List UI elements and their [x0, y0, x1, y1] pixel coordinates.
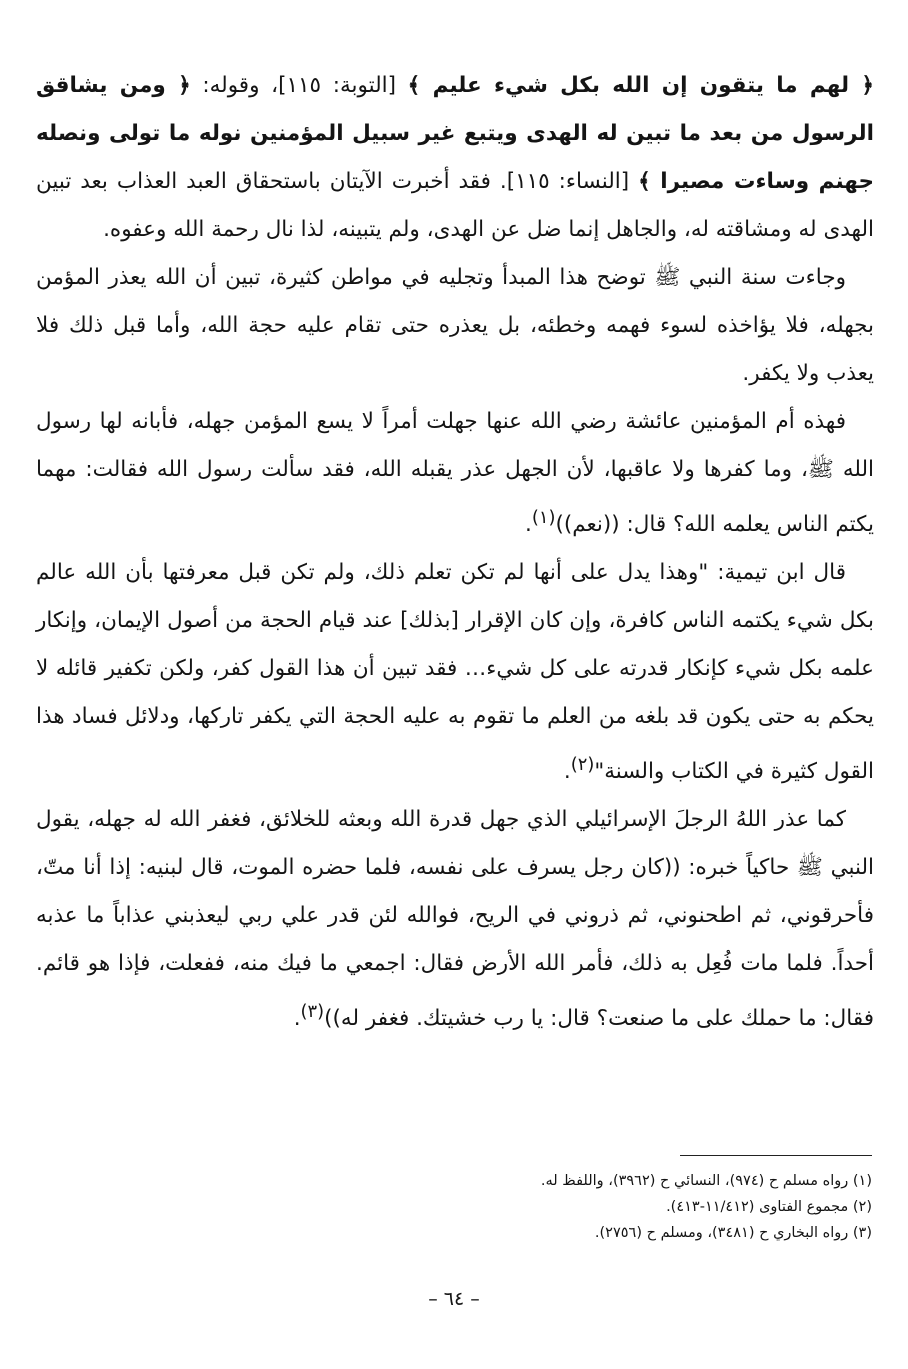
paragraph-3: فهذه أم المؤمنين عائشة رضي الله عنها جهلت أمراً لا يسع المؤمن جهله، فأبانه لها رسول الله ﷺ، وما كفرها ولا عاقبها، لأن الجهل عذر يقبله الله، فقد سألت رسول الله فقالت: مهما يكتم الناس يعلمه الله؟ قال: ((نعم))$^{(١)}$.	[36, 409, 874, 538]
paragraph-4: قال ابن تيمية: "وهذا يدل على أنها لم تكن تعلم ذلك، ولم تكن قبل معرفتها بأن الله عالم بكل شيء يكتمه الناس كافرة، وإن كان الإقرار [بذلك] عند قيام الحجة من أصول الإيمان، وإنكار علمه بكل شيء كإنكار قدرته على كل شيء… فقد تبين أن هذا القول كفر، ولكن تكفير قائله لا يحكم به حتى يكون قد بلغه من العلم ما تقوم به عليه الحجة التي يكفر تاركها، ودلائل فساد هذا القول كثيرة في الكتاب والسنة"$^{(٢)}$.	[36, 560, 874, 785]
paragraph-2: وجاءت سنة النبي ﷺ توضح هذا المبدأ وتجليه في مواطن كثيرة، تبين أن الله يعذر المؤمن بجهله، فلا يؤاخذه لسوء فهمه وخطئه، بل يعذره حتى تقام عليه حجة الله، وأما قبل ذلك فلا يعذب ولا يكفر.	[36, 265, 874, 386]
verse-reference-nisa: [النساء: ١١٥]	[506, 169, 630, 194]
verse-bracket-open: ﴿	[178, 73, 191, 98]
verse-bracket-open: ﴿	[861, 73, 874, 98]
footnote-2: (٢) مجموع الفتاوى (١١/٤١٢-٤١٣).	[666, 1199, 872, 1215]
footnote-marker-3: (٣)	[300, 1001, 325, 1023]
footnote-divider	[680, 1155, 872, 1156]
quran-verse-tawbah: ﴿ لهم ما يتقون إن الله بكل شيء عليم ﴾	[407, 73, 874, 98]
quran-verse-nisa: ﴿ ومن يشاقق الرسول من بعد ما تبين له الهدى ويتبع غير سبيل المؤمنين نوله ما تولى ونصله جهنم وساءت مصيرا ﴾	[36, 73, 874, 194]
footnote-marker-2: (٢)	[570, 754, 595, 776]
footnotes	[172, 1168, 872, 1246]
paragraph-5: كما عذر اللهُ الرجلَ الإسرائيلي الذي جهل قدرة الله وبعثه للخلائق، فغفر الله له جهله، يقول النبي ﷺ حاكياً خبره: ((كان رجل يسرف على نفسه، فلما حضره الموت، قال لبنيه: إذا أنا متّ، فأحرقوني، ثم اطحنوني، ثم ذروني في الريح، فوالله لئن قدر علي ربي ليعذبني عذاباً ما عذبه أحداً. فلما مات فُعِل به ذلك، فأمر الله الأرض فقال: اجمعي ما فيك منه، ففعلت، فإذا هو قائم. فقال: ما حملك على ما صنعت؟ قال: يا رب خشيتك. فغفر له))$^{(٣)}$.	[36, 807, 874, 1032]
footnote-3: (٣) رواه البخاري ح (٣٤٨١)، ومسلم ح (٢٧٥٦).	[594, 1225, 872, 1241]
main-text	[36, 62, 874, 1043]
verse-bracket-close: ﴾	[407, 73, 421, 98]
page-number: – ٦٤ –	[428, 1288, 480, 1310]
footnote-marker-1: (١)	[531, 507, 556, 528]
verse-bracket-close: ﴾	[638, 169, 651, 194]
paragraph-1: ﴿ لهم ما يتقون إن الله بكل شيء عليم ﴾ [التوبة: ١١٥]، وقوله: ﴿ ومن يشاقق الرسول من بعد ما تبين له الهدى ويتبع غير سبيل المؤمنين نوله ما تولى ونصله جهنم وساءت مصيرا ﴾ [النساء: ١١٥]. فقد أخبرت الآيتان باستحقاق العبد العذاب بعد تبين الهدى له ومشاقته له، والجاهل إنما ضل عن الهدى، ولم يتبينه، لذا نال رحمة الله وعفوه.	[36, 73, 874, 242]
footnote-1: (١) رواه مسلم ح (٩٧٤)، النسائي ح (٣٩٦٢)، واللفظ له.	[540, 1173, 872, 1189]
verse-reference-tawbah: [التوبة: ١١٥]	[278, 73, 397, 98]
